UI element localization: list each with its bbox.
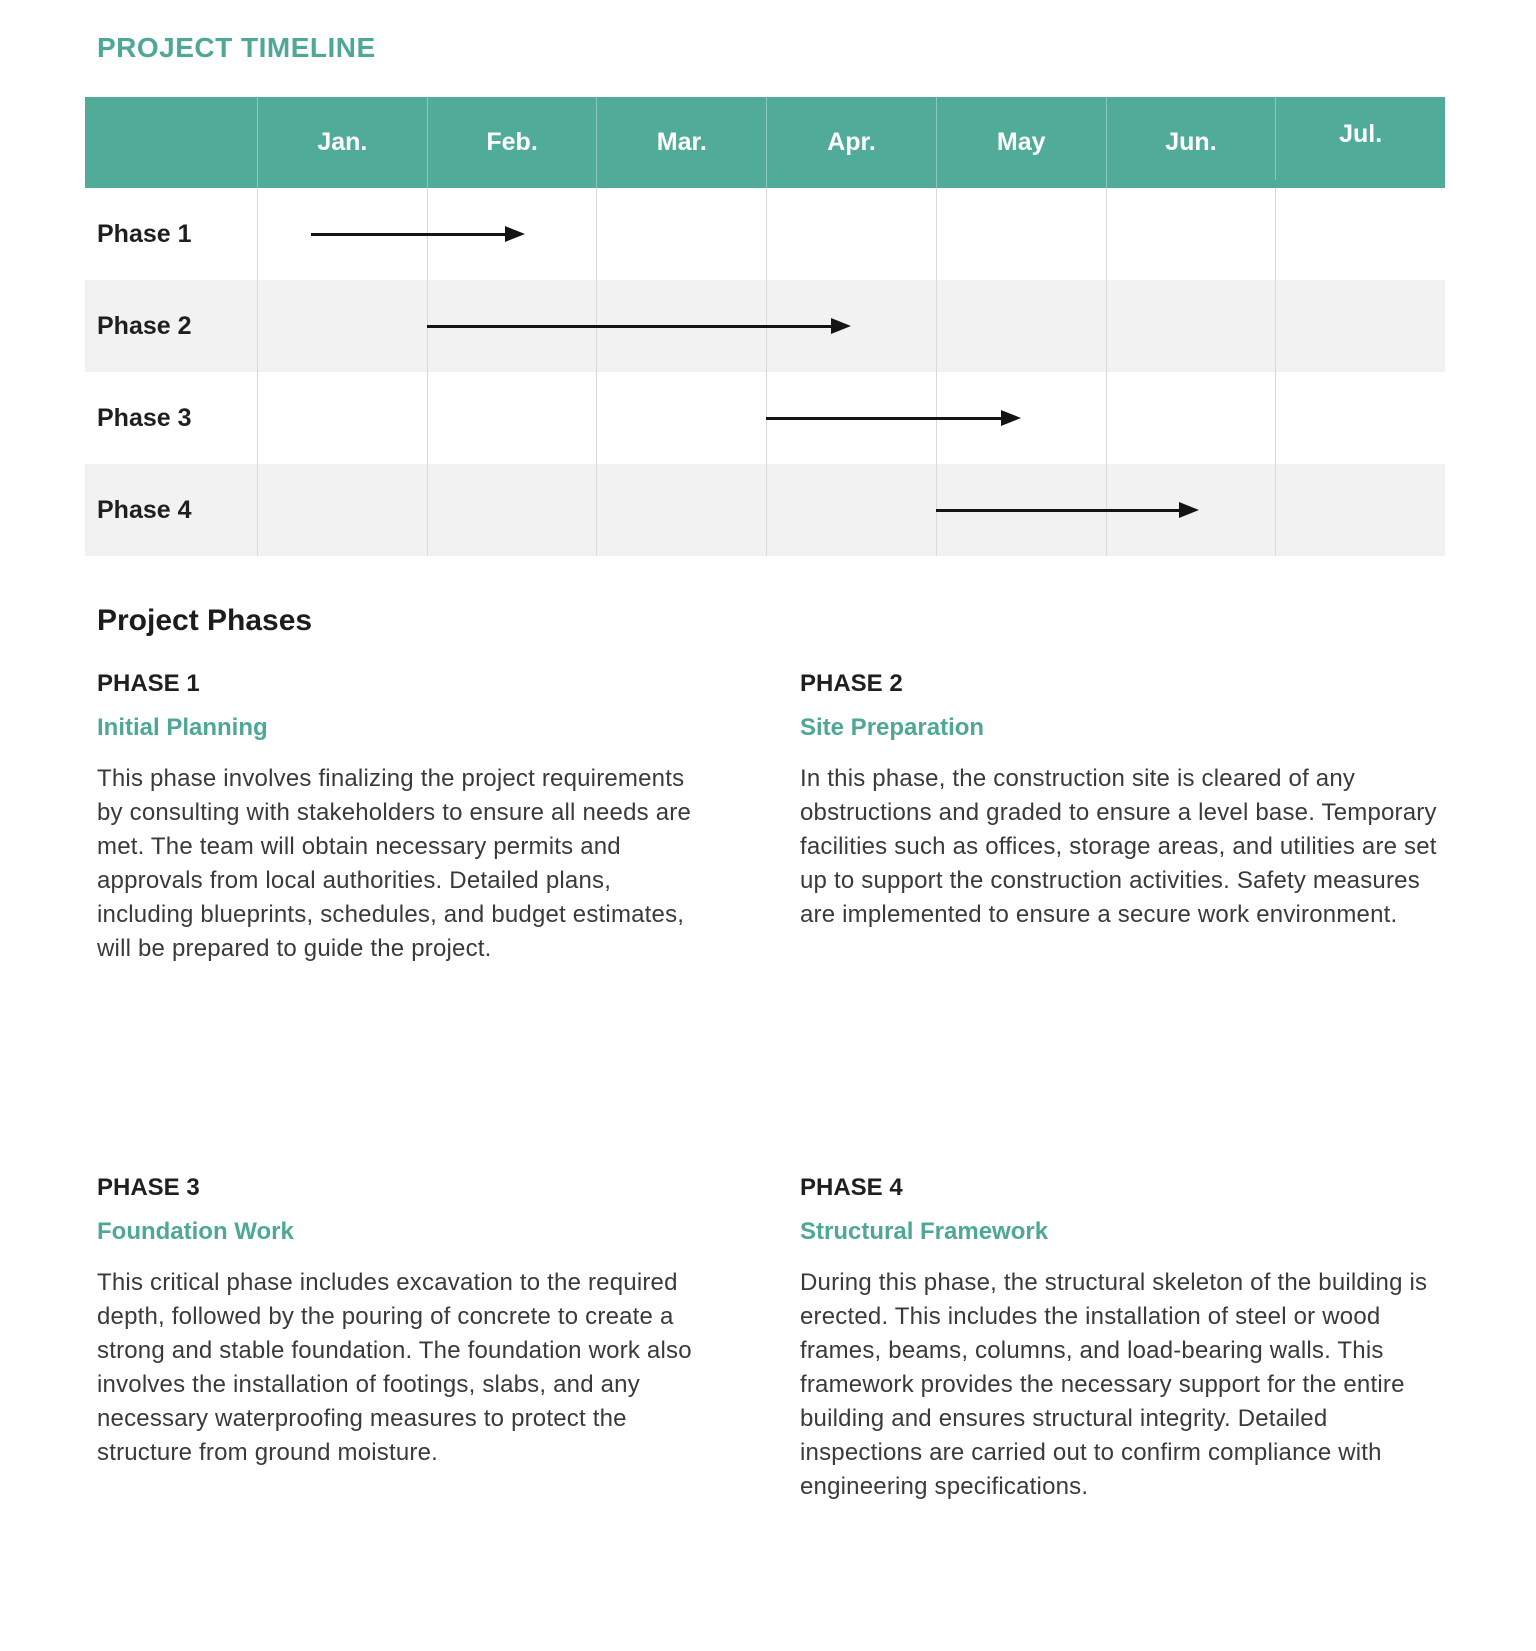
gantt-row-4 <box>85 464 1445 556</box>
gantt-arrowhead-phase-2 <box>831 318 851 334</box>
month-header-may: May <box>936 97 1106 188</box>
timeline-chart-body <box>85 188 1445 556</box>
phase-2-card <box>800 670 1445 932</box>
phase-3-id: PHASE 3 <box>97 1174 200 1201</box>
phase-row-label-1: Phase 1 <box>97 219 192 248</box>
month-gridline <box>596 188 597 556</box>
phase-1-name: Initial Planning <box>97 714 268 741</box>
phase-4-name: Structural Framework <box>800 1218 1049 1245</box>
phases-section-heading: Project Phases <box>97 604 313 637</box>
phase-3-card <box>97 1174 697 1470</box>
month-gridline <box>766 188 767 556</box>
month-header-apr: Apr. <box>766 97 936 188</box>
phase-2-name: Site Preparation <box>800 714 985 741</box>
month-header-jan: Jan. <box>257 97 427 188</box>
month-gridline <box>257 188 258 556</box>
page-title: PROJECT TIMELINE <box>97 32 376 63</box>
month-header-feb: Feb. <box>427 97 597 188</box>
month-header-mar: Mar. <box>596 97 766 188</box>
phase-row-label-2: Phase 2 <box>97 311 192 340</box>
phase-1-card <box>97 670 697 966</box>
phase-3-description: This critical phase includes excavation to the required depth, followed by the pouring of concrete to create a strong and stable foundation. The foundation work also involves the installation of footings, slabs, and any necessary waterproofing measures to protect the structure from ground moisture. <box>97 1269 692 1466</box>
phase-3-name: Foundation Work <box>97 1218 294 1245</box>
phase-row-label-4: Phase 4 <box>97 495 192 524</box>
phase-2-description: In this phase, the construction site is cleared of any obstructions and graded to ensure a level base. Temporary facilities such as offices, storage areas, and utilities are set up to support the construction activities. Safety measures are implemented to ensure a secure work environment. <box>800 765 1437 928</box>
phase-4-id: PHASE 4 <box>800 1174 903 1201</box>
gantt-arrowhead-phase-3 <box>1001 410 1021 426</box>
phase-1-description: This phase involves finalizing the project requirements by consulting with stakeholders to ensure all needs are met. The team will obtain necessary permits and approvals from local authorities. Detailed plans, including blueprints, schedules, and budget estimates, will be prepared to guide the project. <box>97 765 692 962</box>
gantt-row-3 <box>85 372 1445 464</box>
phase-1-id: PHASE 1 <box>97 670 200 697</box>
month-gridline <box>1275 188 1276 556</box>
phase-2-id: PHASE 2 <box>800 670 903 697</box>
month-gridline <box>936 188 937 556</box>
month-gridline <box>1106 188 1107 556</box>
phase-4-card <box>800 1174 1445 1504</box>
phase-4-description: During this phase, the structural skeleton of the building is erected. This includes the installation of steel or wood frames, beams, columns, and load-bearing walls. This framework provides the necessary support for the entire building and ensures structural integrity. Detailed inspections are carried out to confirm compliance with engineering specifications. <box>800 1269 1428 1500</box>
gantt-row-1 <box>85 188 1445 280</box>
month-header-jul: Jul. <box>1275 89 1445 180</box>
gantt-arrow-phase-4 <box>936 509 1183 512</box>
gantt-arrowhead-phase-4 <box>1179 502 1199 518</box>
header-label-spacer <box>85 97 257 188</box>
phase-row-label-3: Phase 3 <box>97 403 192 432</box>
project-timeline-chart <box>85 97 1445 556</box>
gantt-arrow-phase-3 <box>766 417 1005 420</box>
gantt-arrow-phase-2 <box>427 325 835 328</box>
month-header-jun: Jun. <box>1106 97 1276 188</box>
timeline-month-header-row <box>85 97 1445 188</box>
gantt-arrow-phase-1 <box>311 233 509 236</box>
gantt-arrowhead-phase-1 <box>505 226 525 242</box>
month-gridline <box>427 188 428 556</box>
